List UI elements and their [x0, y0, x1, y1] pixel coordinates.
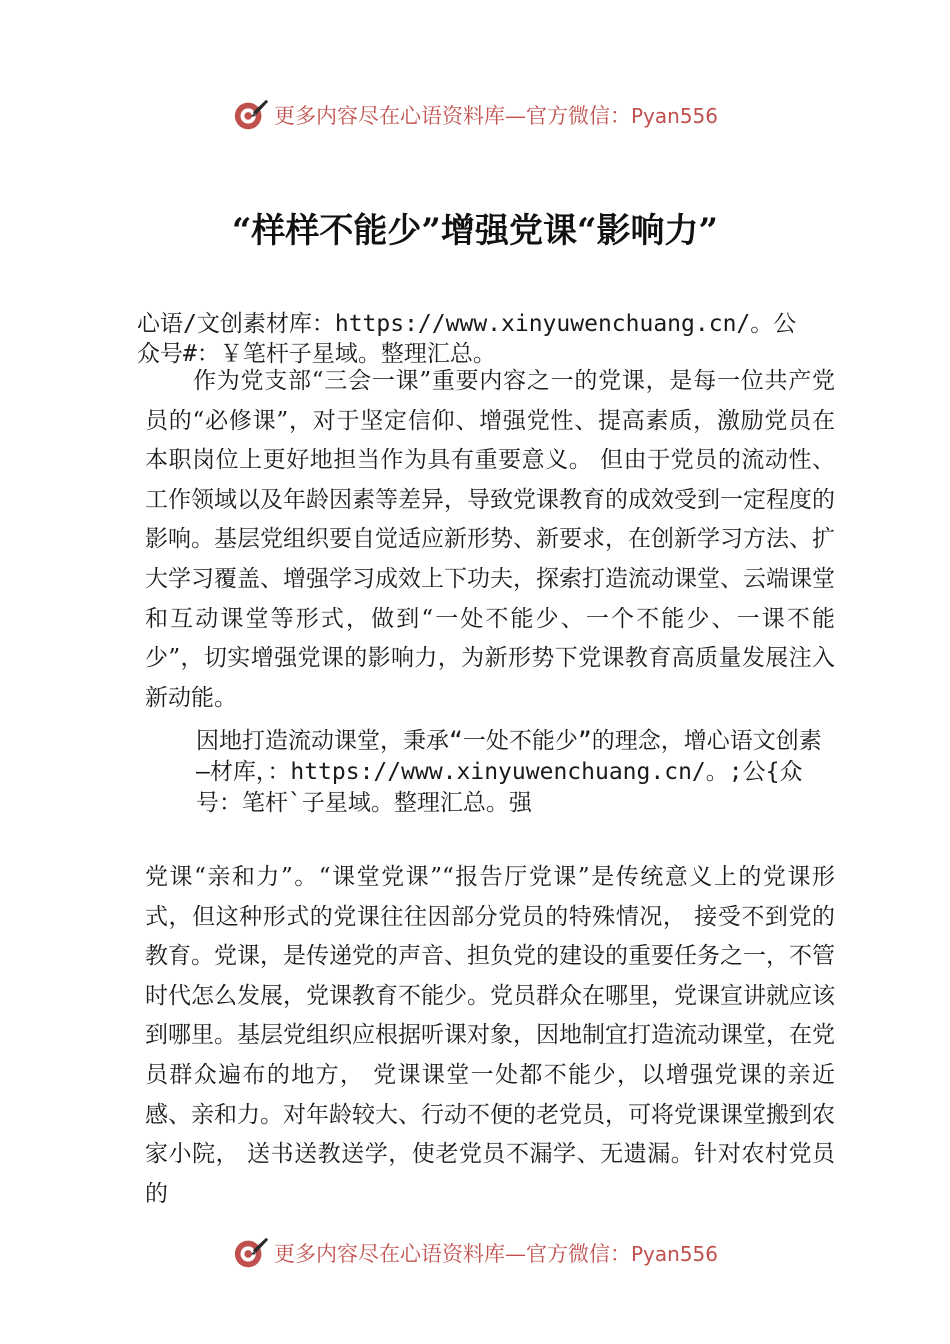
source-line: 心语/文创素材库：https://www.xinyuwenchuang.cn/。公众号#：￥笔杆子星域。整理汇总。	[137, 311, 797, 367]
footer-wechat-id: Pyan556	[630, 1242, 718, 1266]
paragraph-1: 作为党支部“三会一课”重要内容之一的党课，是每一位共产党员的“必修课”，对于坚定信仰、增强党性、提高素质，激励党员在本职岗位上更好地担当作为具有重要意义。 但由于党员的流动性、工作领域以及年龄因素等差异，导致党课教育的成效受到一定程度的影响。基层党组织要自觉适应新形势、新要求，在创新学习方法、扩大学习覆盖、增强学习成效上下功夫，探索打造流动课堂、云端课堂和互动课堂等形式，做到“一处不能少、一个不能少、一课不能少”，切实增强党课的影响力，为新形势下党课教育高质量发展注入新动能。	[145, 368, 835, 711]
header-wechat-id: Pyan556	[630, 104, 718, 128]
header-banner-label: 更多内容尽在心语资料库—官方微信：	[273, 104, 631, 128]
article-title: “样样不能少”增强党课“影响力”	[231, 211, 719, 251]
paragraph-3: 党课“亲和力”。“课堂党课”“报告厅党课”是传统意义上的党课形式，但这种形式的党课往往因部分党员的特殊情况， 接受不到党的教育。党课，是传递党的声音、担负党的建设的重要任务之一，不管时代怎么发展，党课教育不能少。党员群众在哪里，党课宣讲就应该到哪里。基层党组织应根据听课对象，因地制宜打造流动课堂，在党员群众遍布的地方， 党课课堂一处都不能少，以增强党课的亲近感、亲和力。对年龄较大、行动不便的老党员，可将党课课堂搬到农家小院， 送书送教送学，使老党员不漏学、无遗漏。针对农村党员的	[145, 864, 835, 1207]
pen-logo-icon	[232, 96, 270, 134]
pen-logo-icon	[232, 1234, 270, 1272]
footer-banner-label: 更多内容尽在心语资料库—官方微信：	[273, 1242, 631, 1266]
footer-banner-text	[274, 1238, 718, 1268]
paragraph-2: 因地打造流动课堂，秉承“一处不能少”的理念，增心语文创素—材库，：https://www.xinyuwenchuang.cn/。;公{众号：笔杆`子星域。整理汇总。强	[196, 728, 822, 816]
header-banner-text	[274, 100, 718, 130]
footer-banner	[0, 1233, 950, 1273]
header-banner	[0, 95, 950, 135]
